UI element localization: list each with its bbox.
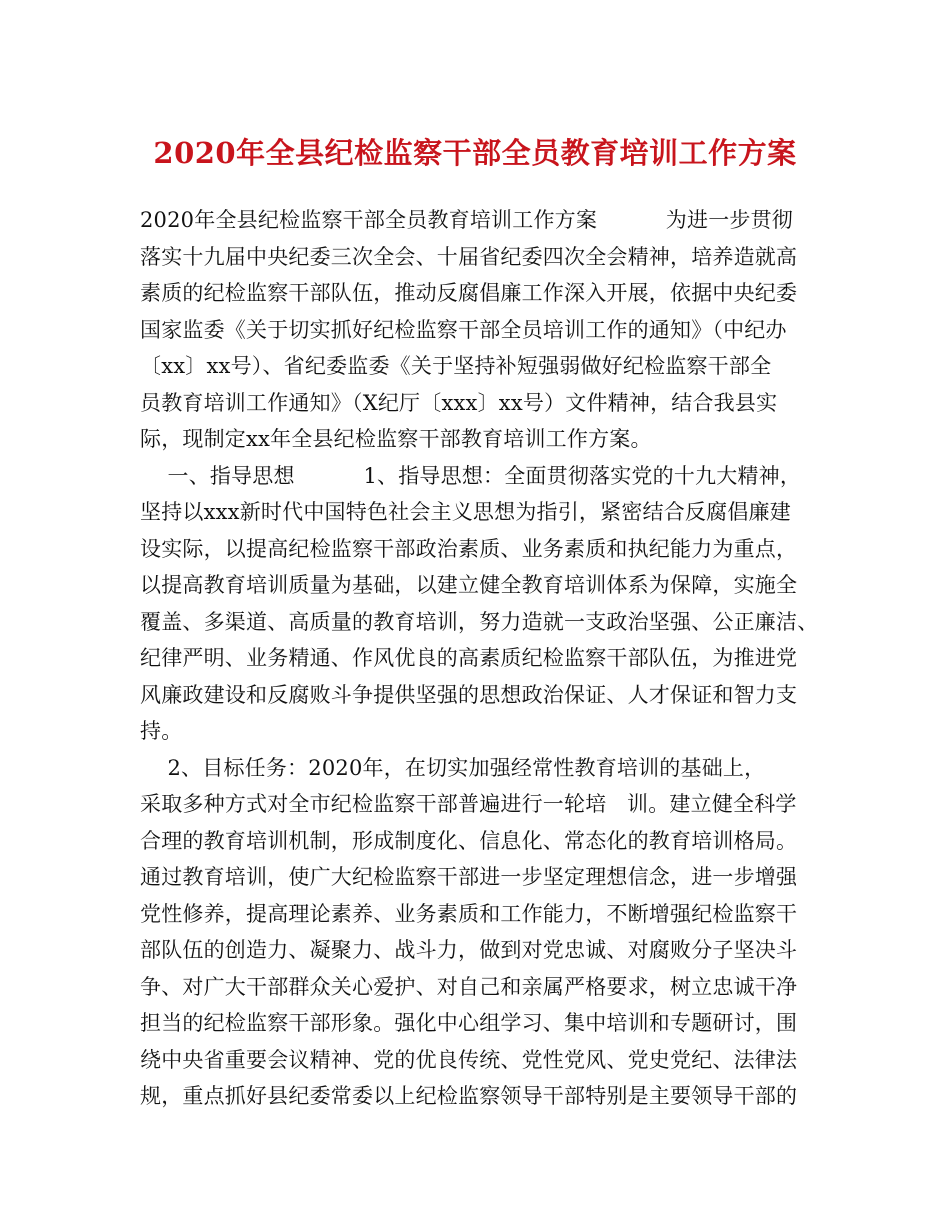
- document-body: [140, 202, 830, 1115]
- body-line: 覆盖、多渠道、高质量的教育培训，努力造就一支政治坚强、公正廉洁、: [140, 609, 819, 634]
- body-line: 党性修养，提高理论素养、业务素质和工作能力，不断增强纪检监察干: [140, 901, 798, 926]
- body-line: 一、指导思想 1、指导思想：全面贯彻落实党的十九大精神，: [140, 463, 802, 488]
- body-line: 绕中央省重要会议精神、党的优良传统、党性党风、党史党纪、法律法: [140, 1047, 798, 1072]
- body-line: 2020年全县纪检监察干部全员教育培训工作方案 为进一步贯彻: [140, 208, 793, 232]
- document-title: 2020年全县纪检监察干部全员教育培训工作方案: [153, 136, 797, 170]
- body-line: 设实际，以提高纪检监察干部政治素质、业务素质和执纪能力为重点，: [140, 536, 798, 561]
- body-line: 持。: [140, 719, 183, 743]
- body-line: 以提高教育培训质量为基础，以建立健全教育培训体系为保障，实施全: [140, 573, 798, 597]
- body-line: 2、目标任务：2020年，在切实加强经常性教育培训的基础上，: [140, 755, 766, 780]
- body-line: 际，现制定xx年全县纪检监察干部教育培训工作方案。: [140, 427, 652, 451]
- body-line: 风廉政建设和反腐败斗争提供坚强的思想政治保证、人才保证和智力支: [140, 682, 798, 707]
- body-line: 争、对广大干部群众关心爱护、对自己和亲属严格要求，树立忠诚干净: [140, 974, 798, 999]
- body-line: 合理的教育培训机制，形成制度化、信息化、常态化的教育培训格局。: [140, 828, 798, 853]
- body-line: 规，重点抓好县纪委常委以上纪检监察领导干部特别是主要领导干部的: [140, 1084, 798, 1108]
- body-line: 通过教育培训，使广大纪检监察干部进一步坚定理想信念，进一步增强: [140, 865, 798, 889]
- body-line: 员教育培训工作通知》（X纪厅〔xxx〕xx号）文件精神，结合我县实: [140, 390, 778, 415]
- body-line: 部队伍的创造力、凝聚力、战斗力，做到对党忠诚、对腐败分子坚决斗: [140, 938, 798, 962]
- body-line: 坚持以xxx新时代中国特色社会主义思想为指引，紧密结合反腐倡廉建: [140, 500, 791, 524]
- body-line: 纪律严明、业务精通、作风优良的高素质纪检监察干部队伍，为推进党: [140, 646, 798, 670]
- body-line: 〔xx〕xx号）、省纪委监委《关于坚持补短强弱做好纪检监察干部全: [140, 354, 772, 378]
- body-line: 担当的纪检监察干部形象。强化中心组学习、集中培训和专题研讨，围: [140, 1011, 798, 1035]
- body-line: 采取多种方式对全市纪检监察干部普遍进行一轮培 训。建立健全科学: [140, 792, 797, 816]
- body-line: 素质的纪检监察干部队伍，推动反腐倡廉工作深入开展，依据中央纪委: [140, 281, 798, 305]
- body-line: 国家监委《关于切实抓好纪检监察干部全员培训工作的通知》（中纪办: [140, 317, 787, 342]
- body-line: 落实十九届中央纪委三次全会、十届省纪委四次全会精神，培养造就高: [140, 244, 798, 269]
